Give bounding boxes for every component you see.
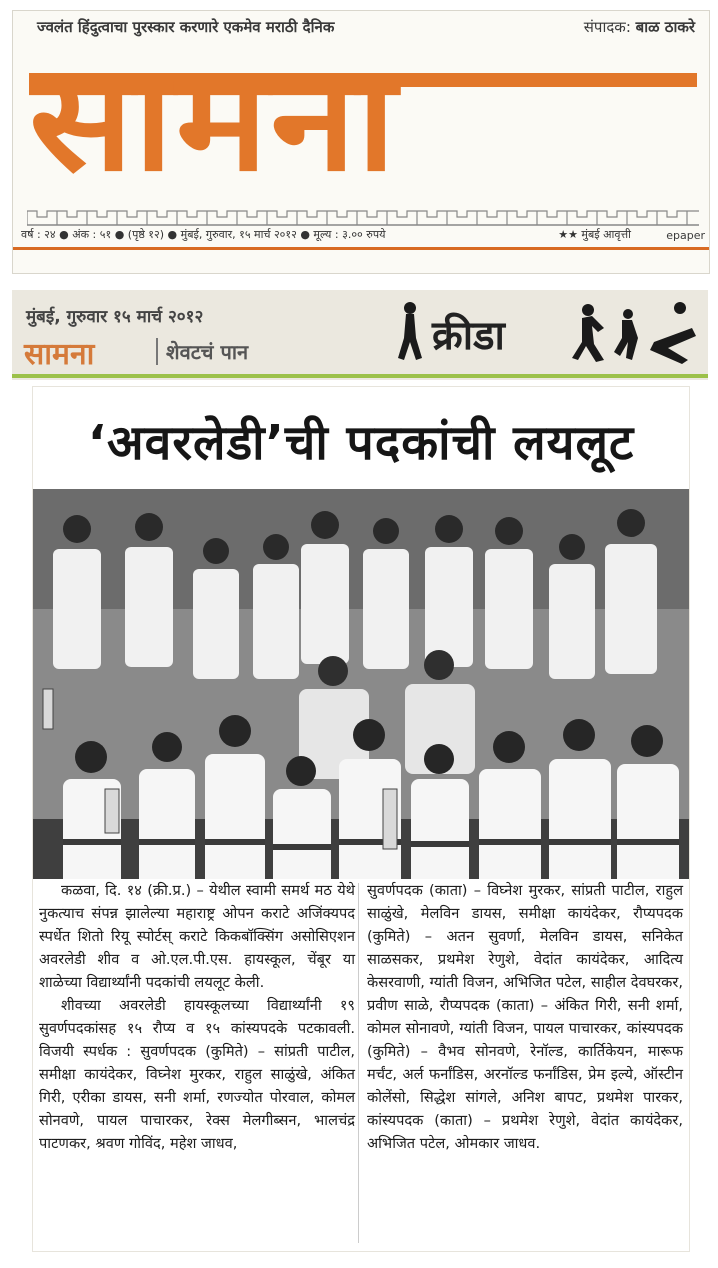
newspaper-logo: सामना	[29, 53, 399, 193]
article-headline: ‘अवरलेडी’ची पदकांची लयलूट	[87, 415, 635, 471]
editor-label: संपादक:	[583, 18, 631, 36]
paragraph: सुवर्णपदक (काता) – विघ्नेश मुरकर, सांप्रती पाटील, राहुल साळुंखे, मेलविन डायस, समीक्षा कायंदेकर, रौप्यपदक (कुमिते) – अतन सुवर्णा, मेलविन डायस, सनिकेत साळसकर, प्रथमेश रेणुशे, वेदांत कायंदेकर, आदित्य केसरवाणी, ग्यांती विजन, अभिजित पटेल, साहील देवघरकर, प्रवीण साळे, रौप्यपदक (काता) – अंकित गिरी, सनी शर्मा, कोमल सोनावणे, ग्यांती विजन, पायल पाचारकर, कांस्यपदक (कुमिते) – वैभव सोनवणे, रेनॉल्ड, कार्तिकेयन, मारूफ मर्चंट, अर्ल फर्नांडिस, अरनॉल्ड फर्नांडिस, प्रेम इल्ये, ऑस्टीन कोलेंसो, सिद्धेश सांगले, अनिश बापट, प्रथमेश पारकर, कांस्यपदक (काता) – प्रथमेश रेणुशे, वेदांत कायंदेकर, अभिजित पटेल, ओमकार जाधव.	[367, 882, 683, 1152]
paragraph: कळवा, दि. १४ (क्री.प्र.) – येथील स्वामी समर्थ मठ येथे नुकत्याच संपन्न झालेल्या महाराष्ट्र ओपन कराटे अजिंक्यपद स्पर्धेत शितो रियू स्पोर्टस् कराटे किकबॉक्सिंग असोसिएशन अवरलेडी शीव व ओ.एल.पी.एस. हायस्कूल, चेंबूर या शाळेच्या विद्यार्थ्यांनी पदकांची लयलूट केली.	[39, 882, 355, 991]
article	[32, 386, 690, 1252]
page-date: मुंबई, गुरुवार १५ मार्च २०१२	[26, 307, 204, 327]
masthead-edition: ★★ मुंबई आवृत्ती	[558, 228, 631, 241]
page-header-rule	[12, 374, 708, 378]
epaper-label: epaper	[666, 229, 705, 242]
page-section: शेवटचं पान	[156, 338, 248, 365]
paragraph: शीवच्या अवरलेडी हायस्कूलच्या विद्यार्थ्यांनी १९ सुवर्णपदकांसह १५ रौप्य व १५ कांस्यपदके पटकावली. विजयी स्पर्धक : सुवर्णपदक (कुमिते) – सांप्रती पाटील, समीक्षा कायंदेकर, विघ्नेश मुरकर, राहुल साळुंखे, अंकित गिरी, एरीका डायस, सनी शर्मा, रणज्योत पोरवाल, कोमल सोनवणे, पायल पाचारकर, रेक्स मेलगीब्सन, भालचंद्र पाटणकर, श्रवण गोविंद, महेश जाधव,	[39, 997, 355, 1152]
masthead-dateline: वर्ष : २४ ● अंक : ५१ ● (पृष्ठे १२) ● मुंबई, गुरुवार, १५ मार्च २०१२ ● मूल्य : ३.०० रुपये	[21, 228, 386, 241]
article-column-right	[367, 879, 683, 1155]
masthead	[12, 10, 710, 274]
group-photo	[33, 489, 689, 879]
page-header	[12, 290, 708, 380]
article-column-left	[39, 879, 355, 1155]
masthead-editor	[584, 17, 695, 37]
page-logo: सामना	[24, 337, 95, 372]
masthead-tagline: ज्वलंत हिंदुत्वाचा पुरस्कार करणारे एकमेव मराठी दैनिक	[37, 18, 335, 36]
masthead-rule	[13, 247, 709, 250]
column-divider	[358, 883, 359, 1243]
sports-section-label: क्रीडा	[432, 313, 505, 359]
editor-name: बाळ ठाकरे	[635, 18, 695, 36]
